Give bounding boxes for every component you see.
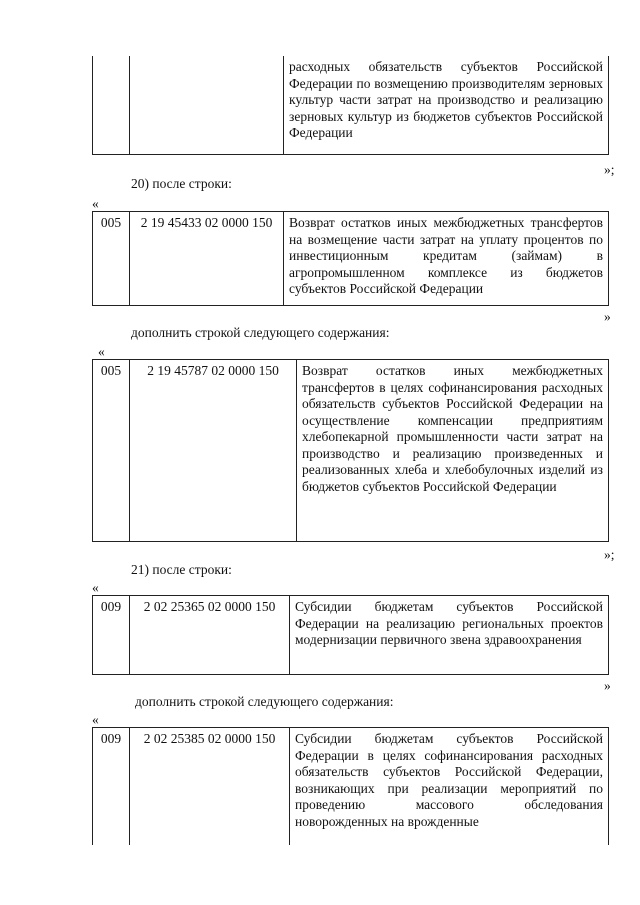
add-row-heading: дополнить строкой следующего содержания: — [135, 694, 394, 709]
cell-kbk: 2 19 45433 02 0000 150 — [130, 212, 284, 306]
cell-kbk: 2 02 25365 02 0000 150 — [130, 596, 290, 675]
item-21-heading: 21) после строки: — [131, 562, 232, 577]
table-row — [92, 211, 609, 306]
table-row — [92, 359, 609, 542]
cell-name: расходных обязательств субъектов Российской Федерации по возмещению производителям зерновых культур части затрат на производство и реализацию зерновых культур из бюджетов субъектов Российской Федерации — [284, 56, 609, 155]
cell-name: Субсидии бюджетам субъектов Российской Федерации на реализацию региональных проектов модернизации первичного звена здравоохранения — [290, 596, 609, 675]
cell-kbk: 2 02 25385 02 0000 150 — [130, 728, 290, 846]
cell-code: 009 — [93, 728, 130, 846]
opening-quote: « — [92, 712, 99, 727]
cell-code: 005 — [93, 212, 130, 306]
cell-code — [93, 56, 130, 155]
opening-quote: « — [98, 344, 105, 359]
table-row-continued — [92, 56, 609, 155]
closing-quote: »; — [604, 547, 615, 562]
cell-kbk: 2 19 45787 02 0000 150 — [130, 360, 297, 542]
closing-quote: » — [604, 309, 611, 324]
table-row-continues — [92, 727, 609, 845]
cell-kbk — [130, 56, 284, 155]
cell-name: Субсидии бюджетам субъектов Российской Федерации в целях софинансирования расходных обязательств субъектов Российской Федерации, возникающих при реализации мероприятий по проведению массового обследования новорожденных на врожденные — [290, 728, 609, 846]
cell-code: 009 — [93, 596, 130, 675]
closing-quote: »; — [604, 162, 615, 177]
add-row-heading: дополнить строкой следующего содержания: — [131, 325, 390, 340]
item-20-heading: 20) после строки: — [131, 176, 232, 191]
cell-code: 005 — [93, 360, 130, 542]
opening-quote: « — [92, 580, 99, 595]
cell-name: Возврат остатков иных межбюджетных трансфертов на возмещение части затрат на уплату процентов по инвестиционным кредитам (займам) в агропромышленном комплексе из бюджетов субъектов Российской Федерации — [284, 212, 609, 306]
table-row — [92, 595, 609, 675]
closing-quote: » — [604, 678, 611, 693]
cell-name: Возврат остатков иных межбюджетных трансфертов в целях софинансирования расходных обязательств субъектов Российской Федерации на осуществление компенсации предприятиям хлебопекарной промышленности части затрат на производство и реализацию произведенных и реализованных хлеба и хлебобулочных изделий из бюджетов субъектов Российской Федерации — [297, 360, 609, 542]
opening-quote: « — [92, 196, 99, 211]
